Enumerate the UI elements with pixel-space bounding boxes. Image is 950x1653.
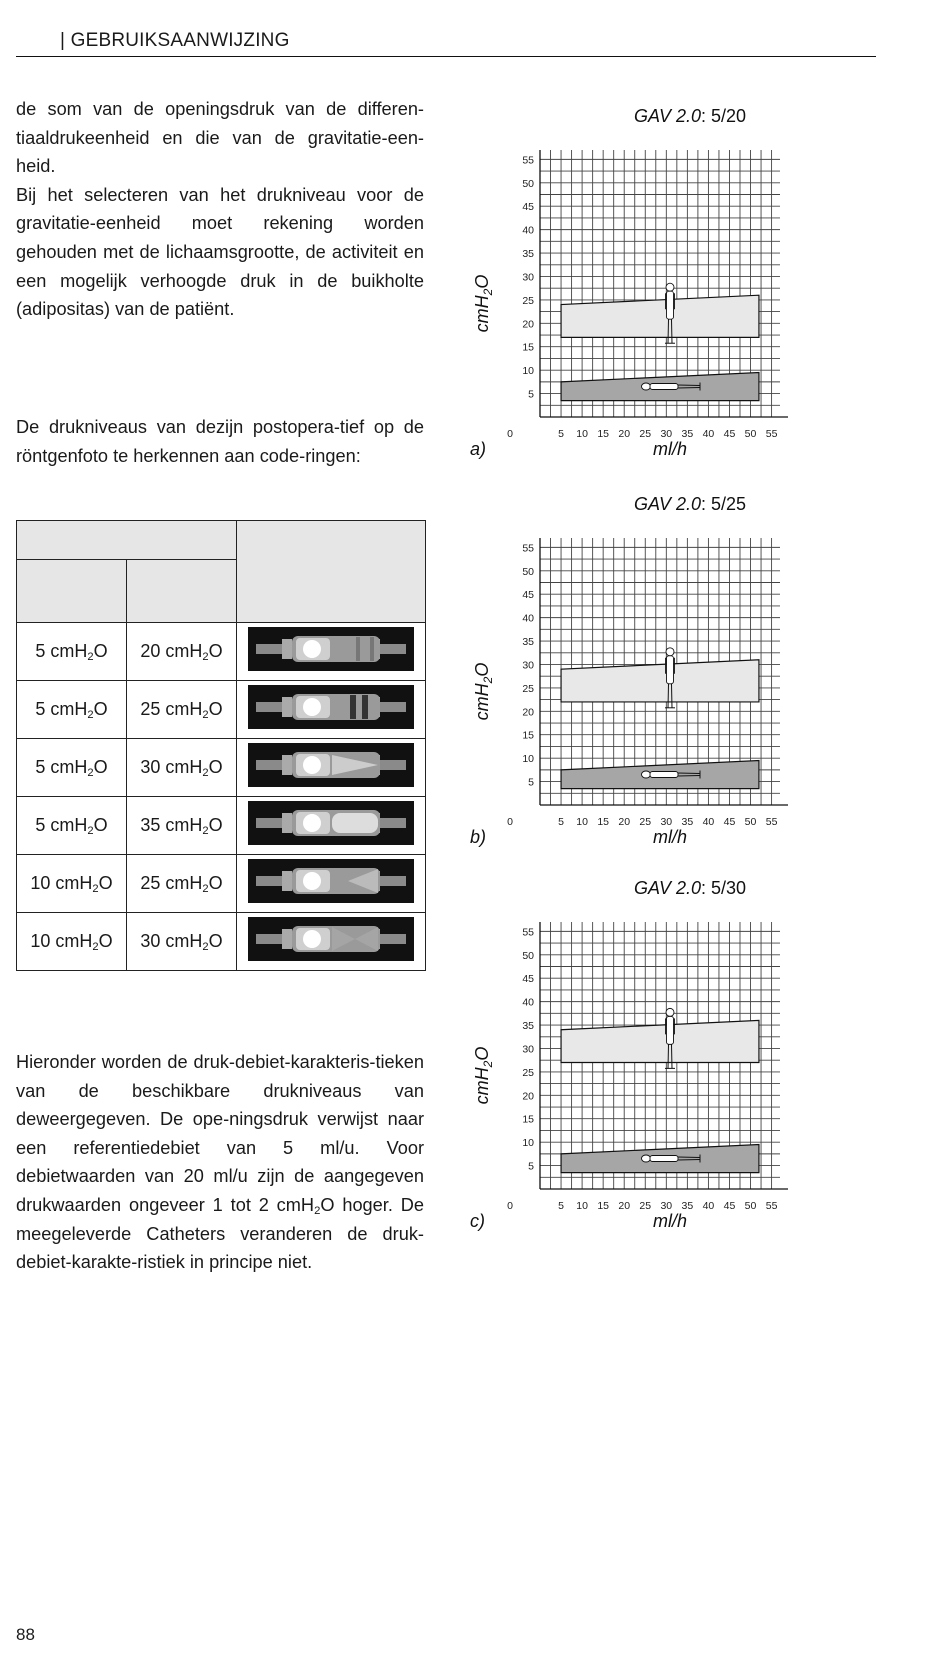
pressure-cell: 25 cmH$_2$O bbox=[127, 855, 237, 913]
paragraph-text: de som van de openingsdruk van de differen-tiaaldrukeenheid en die van de gravitatie-een-heid. bbox=[16, 99, 424, 177]
person-leg bbox=[678, 1159, 700, 1160]
x-tick-label: 5 bbox=[558, 1200, 564, 1212]
y-axis-label-part: cmH bbox=[472, 683, 492, 721]
chart-title-prefix: GAV 2.0 bbox=[633, 878, 701, 898]
chart-title bbox=[634, 494, 746, 514]
y-tick-label: 5 bbox=[528, 388, 534, 401]
person-leg bbox=[672, 319, 673, 343]
x-tick-label: 30 bbox=[660, 816, 673, 828]
chart-title-prefix: GAV 2.0 bbox=[633, 494, 701, 514]
x-tick-label: 55 bbox=[765, 1200, 778, 1212]
panel-label: b) bbox=[470, 827, 487, 847]
table-row bbox=[17, 913, 426, 971]
x-tick-label: 10 bbox=[576, 1200, 588, 1212]
x-tick-label: 15 bbox=[597, 816, 610, 828]
xray-image-cell bbox=[237, 855, 426, 913]
panel-label: c) bbox=[470, 1211, 485, 1231]
table-row bbox=[17, 623, 426, 681]
chart-title-suffix: : 5/25 bbox=[701, 494, 747, 514]
pressure-cell: 20 cmH$_2$O bbox=[127, 623, 237, 681]
y-tick-label: 10 bbox=[522, 365, 534, 378]
person-head bbox=[642, 383, 651, 390]
table-row bbox=[17, 739, 426, 797]
chart-title-prefix: GAV 2.0 bbox=[633, 106, 701, 126]
paragraph-text: Hieronder worden de druk-debiet-karakteris-tieken van de beschikbare drukniveaus van de bbox=[16, 1052, 424, 1130]
y-tick-label: 25 bbox=[522, 1066, 534, 1079]
xray-coding-5-35-icon bbox=[248, 801, 414, 845]
y-tick-label: 20 bbox=[522, 318, 534, 331]
y-tick-label: 30 bbox=[522, 659, 534, 672]
x-tick-label: 35 bbox=[681, 428, 694, 440]
table-header-cell bbox=[127, 560, 237, 623]
person-body bbox=[667, 656, 674, 684]
y-tick-label: 30 bbox=[522, 271, 534, 284]
xray-image-cell bbox=[237, 797, 426, 855]
x-tick-label: 40 bbox=[702, 428, 715, 440]
person-leg bbox=[678, 387, 700, 388]
paragraph-text: weergegeven. De ope-ningsdruk verwijst naar een referentiedebiet van 5 ml/u. Voor debietwaarden van 20 ml/u zijn de aangegeven drukwaarden ongeveer 1 tot 2 cmH bbox=[16, 1109, 424, 1215]
y-axis-label bbox=[472, 1047, 495, 1105]
xray-image-cell bbox=[237, 913, 426, 971]
y-axis-label-part: cmH bbox=[472, 1067, 492, 1105]
person-leg bbox=[678, 775, 700, 776]
xray-coding-10-30-icon bbox=[248, 917, 414, 961]
person-body bbox=[650, 1155, 678, 1161]
x-tick-label: 5 bbox=[558, 428, 564, 440]
table-row bbox=[17, 797, 426, 855]
y-tick-label: 15 bbox=[522, 341, 534, 354]
x-tick-label: 15 bbox=[597, 1200, 610, 1212]
pressure-cell: 35 cmH$_2$O bbox=[127, 797, 237, 855]
y-tick-label: 40 bbox=[522, 612, 534, 625]
table-row bbox=[17, 681, 426, 739]
x-tick-label: 0 bbox=[507, 816, 513, 828]
y-tick-label: 10 bbox=[522, 1137, 534, 1150]
y-tick-label: 20 bbox=[522, 1090, 534, 1103]
person-leg bbox=[668, 1044, 669, 1068]
xray-coding-5-20-icon bbox=[248, 627, 414, 671]
y-tick-label: 35 bbox=[522, 1020, 534, 1033]
table-header-cell bbox=[237, 521, 426, 623]
x-tick-label: 20 bbox=[618, 816, 631, 828]
pressure-cell: 30 cmH$_2$O bbox=[127, 913, 237, 971]
x-axis-label: ml/h bbox=[652, 439, 688, 459]
x-tick-label: 55 bbox=[765, 428, 778, 440]
y-tick-label: 15 bbox=[522, 729, 534, 742]
x-tick-label: 30 bbox=[660, 428, 673, 440]
chart-title-suffix: : 5/30 bbox=[701, 878, 747, 898]
y-tick-label: 40 bbox=[522, 224, 534, 237]
pressure-cell: 5 cmH$_2$O bbox=[17, 739, 127, 797]
y-tick-label: 20 bbox=[522, 706, 534, 719]
person-head bbox=[666, 1008, 674, 1016]
x-tick-label: 10 bbox=[576, 816, 588, 828]
pressure-cell: 25 cmH$_2$O bbox=[127, 681, 237, 739]
y-tick-label: 45 bbox=[522, 973, 534, 986]
running-header: | GEBRUIKSAANWIJZING bbox=[60, 30, 290, 51]
x-tick-label: 50 bbox=[744, 428, 757, 440]
chart-svg bbox=[470, 872, 850, 1262]
table-header-cell bbox=[17, 560, 127, 623]
chart-gav-5-30 bbox=[470, 872, 850, 1262]
paragraph-text: Bij het selecteren van het drukniveau voor de gravitatie-eenheid moet rekening worden gehouden met de lichaamsgrootte, de activiteit en een mogelijk verhoogde druk in de buikholte (adipositas) van de patiënt. bbox=[16, 184, 424, 320]
y-tick-label: 50 bbox=[522, 177, 534, 190]
person-leg bbox=[668, 684, 669, 708]
pressure-cell: 5 cmH$_2$O bbox=[17, 623, 127, 681]
y-axis-label bbox=[472, 663, 495, 721]
chart-title-suffix: : 5/20 bbox=[701, 106, 747, 126]
y-tick-label: 40 bbox=[522, 996, 534, 1009]
xray-coding-5-30-icon bbox=[248, 743, 414, 787]
pressure-cell: 10 cmH$_2$O bbox=[17, 855, 127, 913]
xray-coding-10-25-icon bbox=[248, 859, 414, 903]
x-tick-label: 35 bbox=[681, 816, 694, 828]
chart-gav-5-20 bbox=[470, 100, 850, 490]
y-tick-label: 35 bbox=[522, 636, 534, 649]
person-body bbox=[650, 771, 678, 777]
xray-image-cell bbox=[237, 739, 426, 797]
y-tick-label: 25 bbox=[522, 682, 534, 695]
x-tick-label: 25 bbox=[639, 816, 652, 828]
person-head bbox=[666, 648, 674, 656]
panel-label: a) bbox=[470, 439, 487, 459]
paragraph-opening-pressure bbox=[16, 95, 424, 324]
person-head bbox=[642, 771, 651, 778]
pressure-cell: 10 cmH$_2$O bbox=[17, 913, 127, 971]
xray-coding-table bbox=[16, 520, 426, 971]
x-tick-label: 0 bbox=[507, 428, 513, 440]
y-tick-label: 55 bbox=[522, 926, 534, 939]
x-tick-label: 40 bbox=[702, 816, 715, 828]
paragraph-text: zijn postopera-tief op de röntgenfoto te herkennen aan code-ringen: bbox=[16, 417, 424, 466]
x-axis-label: ml/h bbox=[652, 1211, 688, 1231]
x-tick-label: 50 bbox=[744, 816, 757, 828]
y-tick-label: 10 bbox=[522, 753, 534, 766]
xray-image-cell bbox=[237, 681, 426, 739]
band-standing bbox=[561, 1020, 759, 1062]
table-header-cell bbox=[17, 521, 237, 560]
y-tick-label: 50 bbox=[522, 565, 534, 578]
y-tick-label: 35 bbox=[522, 248, 534, 261]
paragraph-pressure-levels bbox=[16, 413, 424, 470]
x-tick-label: 0 bbox=[507, 1200, 513, 1212]
y-tick-label: 55 bbox=[522, 542, 534, 555]
y-axis-label bbox=[472, 275, 495, 333]
person-leg bbox=[668, 319, 669, 343]
x-tick-label: 10 bbox=[576, 428, 588, 440]
header-rule bbox=[16, 56, 876, 57]
x-tick-label: 25 bbox=[639, 428, 652, 440]
y-axis-label-part: O bbox=[472, 662, 492, 677]
y-tick-label: 55 bbox=[522, 154, 534, 167]
x-tick-label: 45 bbox=[723, 1200, 736, 1212]
pressure-cell: 5 cmH$_2$O bbox=[17, 797, 127, 855]
y-axis-label-sub: 2 bbox=[481, 288, 495, 296]
xray-coding-5-25-icon bbox=[248, 685, 414, 729]
person-leg bbox=[672, 1044, 673, 1068]
y-tick-label: 45 bbox=[522, 589, 534, 602]
person-leg bbox=[678, 773, 700, 774]
x-tick-label: 40 bbox=[702, 1200, 715, 1212]
y-tick-label: 15 bbox=[522, 1113, 534, 1126]
chart-svg bbox=[470, 488, 850, 878]
paragraph-characteristics bbox=[16, 1048, 424, 1277]
person-leg bbox=[672, 684, 673, 708]
x-tick-label: 5 bbox=[558, 816, 564, 828]
y-tick-label: 50 bbox=[522, 949, 534, 962]
x-tick-label: 25 bbox=[639, 1200, 652, 1212]
paragraph-text: O hoger. De meegeleverde Catheters veranderen de druk-debiet-karakte-ristiek in principe niet. bbox=[16, 1194, 424, 1273]
x-tick-label: 20 bbox=[618, 1200, 631, 1212]
y-tick-label: 5 bbox=[528, 776, 534, 789]
x-tick-label: 55 bbox=[765, 816, 778, 828]
y-tick-label: 25 bbox=[522, 294, 534, 307]
y-axis-label-sub: 2 bbox=[481, 1060, 495, 1068]
y-axis-label-sub: 2 bbox=[481, 676, 495, 684]
paragraph-text: De drukniveaus van de bbox=[16, 417, 216, 437]
chart-title bbox=[634, 878, 746, 898]
x-tick-label: 20 bbox=[618, 428, 631, 440]
person-leg bbox=[678, 385, 700, 386]
x-tick-label: 35 bbox=[681, 1200, 694, 1212]
y-tick-label: 5 bbox=[528, 1160, 534, 1173]
person-body bbox=[667, 1016, 674, 1044]
page-number: 88 bbox=[16, 1625, 35, 1644]
pressure-cell: 5 cmH$_2$O bbox=[17, 681, 127, 739]
x-tick-label: 50 bbox=[744, 1200, 757, 1212]
chart-title bbox=[634, 106, 746, 126]
person-body bbox=[650, 383, 678, 389]
x-axis-label: ml/h bbox=[652, 827, 688, 847]
y-tick-label: 30 bbox=[522, 1043, 534, 1056]
pressure-cell: 30 cmH$_2$O bbox=[127, 739, 237, 797]
y-axis-label-part: O bbox=[472, 1046, 492, 1061]
chart-svg bbox=[470, 100, 850, 490]
band-standing bbox=[561, 660, 759, 702]
person-leg bbox=[678, 1157, 700, 1158]
paragraph-text: 2 bbox=[314, 1204, 321, 1217]
band-standing bbox=[561, 295, 759, 337]
y-axis-label-part: O bbox=[472, 274, 492, 289]
chart-gav-5-25 bbox=[470, 488, 850, 878]
person-head bbox=[642, 1155, 651, 1162]
table-row bbox=[17, 855, 426, 913]
x-tick-label: 15 bbox=[597, 428, 610, 440]
y-tick-label: 45 bbox=[522, 201, 534, 214]
x-tick-label: 30 bbox=[660, 1200, 673, 1212]
person-body bbox=[667, 291, 674, 319]
x-tick-label: 45 bbox=[723, 428, 736, 440]
x-tick-label: 45 bbox=[723, 816, 736, 828]
person-head bbox=[666, 283, 674, 291]
y-axis-label-part: cmH bbox=[472, 295, 492, 333]
xray-image-cell bbox=[237, 623, 426, 681]
